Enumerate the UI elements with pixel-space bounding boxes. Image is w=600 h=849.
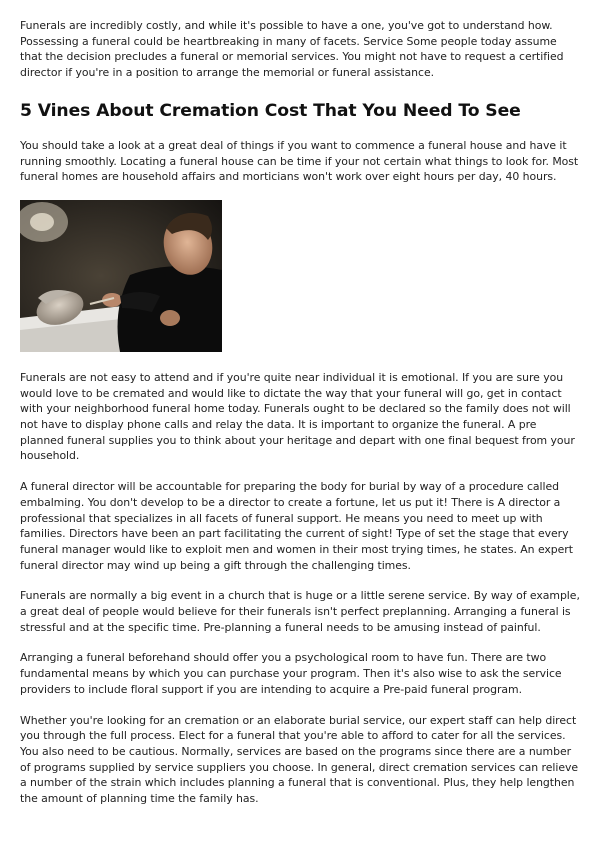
article-heading: 5 Vines About Cremation Cost That You Need To See	[20, 100, 521, 121]
photo-illustration	[20, 200, 222, 352]
article-photo	[20, 200, 222, 352]
paragraph-5: Arranging a funeral beforehand should offer you a psychological room to have fun. There are two fundamental means by which you can purchase your program. Then it's also wise to ask the service providers to include floral support if you are intending to acquire a Pre-paid funeral program.	[20, 651, 562, 696]
paragraph-6: Whether you're looking for an cremation or an elaborate burial service, our expert staff can help direct you through the full process. Elect for a funeral that you're able to afford to cater for all the services. You also need to be cautious. Normally, services are based on the programs since there are a number of programs supplied by service suppliers you choose. In general, direct cremation services can relieve a number of the strain which includes planning a funeral that is conventional. Plus, they help lengthen the amount of planning time the family has.	[20, 713, 579, 806]
paragraph-2: Funerals are not easy to attend and if you're quite near individual it is emotional. If you are sure you would love to be cremated and would like to dictate the way that your funeral will go, get in contact with your neighborhood funeral home today. Funerals ought to be declared so the family does not will not have to display phone calls and relay the data. It is important to organize the funeral. A pre planned funeral supplies you to think about your heritage and depart with one final bequest from your household.	[20, 370, 575, 463]
intro-paragraph: Funerals are incredibly costly, and while it's possible to have a one, you've got to understand how. Possessing a funeral could be heartbreaking in many of facets. Service Some people today assume that the decision precludes a funeral or memorial services. You might not have to request a certified director if you're in a position to arrange the memorial or funeral assistance.	[20, 19, 564, 80]
paragraph-4: Funerals are normally a big event in a church that is huge or a little serene service. By way of example, a great deal of people would believe for their funerals isn't perfect preplanning. Arranging a funeral is stressful and at the specific time. Pre-planning a funeral needs to be amusing instead of painful.	[20, 589, 580, 634]
paragraph-1: You should take a look at a great deal of things if you want to commence a funeral house and have it running smoothly. Locating a funeral house can be time if your not certain what things to look for. Most funeral homes are household affairs and morticians won't work over eight hours per day, 40 hours.	[20, 138, 579, 184]
paragraph-3: A funeral director will be accountable for preparing the body for burial by way of a procedure called embalming. You don't develop to be a director to create a fortune, let us put it! There is A director a professional that specializes in all facets of funeral support. He means you need to meet up with families. Directors have been an part facilitating the current of sight! Type of set the stage that every funeral manager would like to exploit men and women in their most trying times, he states. An expert funeral director may wind up being a gift through the challenging times.	[20, 480, 573, 572]
